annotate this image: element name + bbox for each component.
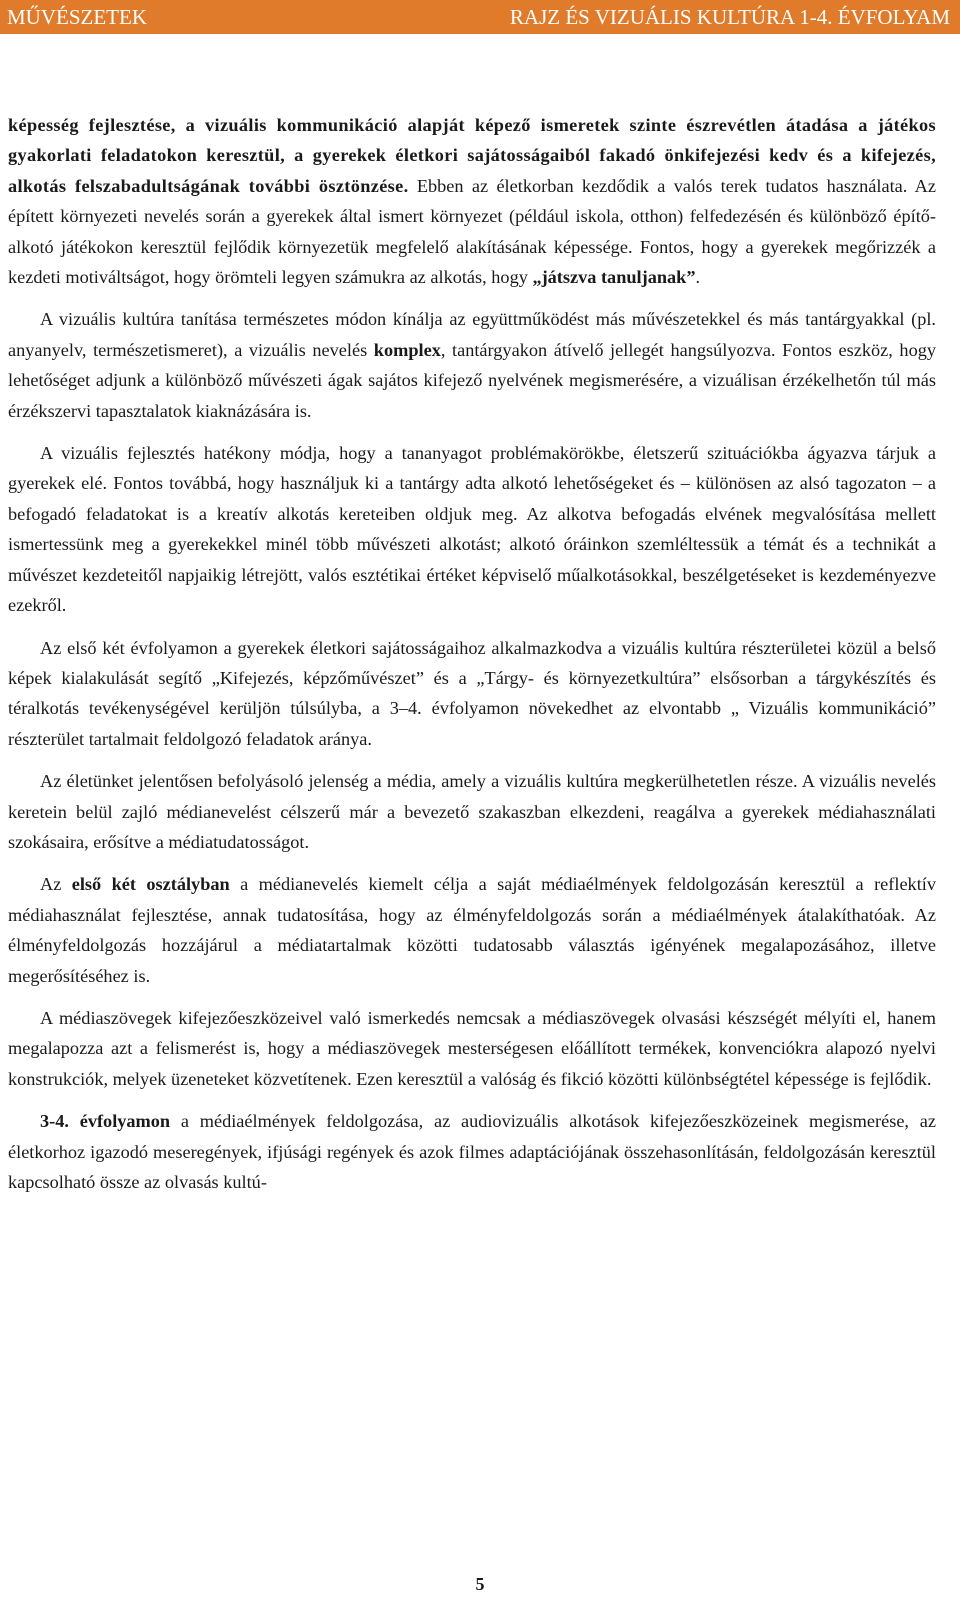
- paragraph-8-post: a médiaélmények feldolgozása, az audiovizuális alkotások kifejezőeszközeinek megismerése, az életkorhoz igazodó meseregények, ifjúsági regények és azok filmes adaptációjának összehasonlításán, feldolgozásán keresztül kapcsolható össze az olvasás kultú-: [8, 1111, 937, 1192]
- header-course-title: RAJZ ÉS VIZUÁLIS KULTÚRA 1-4. ÉVFOLYAM: [509, 5, 950, 29]
- paragraph-5: Az életünket jelentősen befolyásoló jelenség a média, amely a vizuális kultúra megkerülhetetlen része. A vizuális nevelés keretein belül zajló médianevelést célszerű már a bevezető szakaszban elkezdeni, reagálva a gyerekek médiahasználati szokásaira, erősítve a médiatudatosságot.: [8, 771, 936, 852]
- paragraph-2-bold: komplex: [373, 339, 441, 360]
- paragraph-1: [8, 110, 936, 292]
- paragraph-1-text: Ebben az életkorban kezdődik a valós terek tudatos használata. Az épített környezeti nevelés során a gyerekek által ismert környezet (például iskola, otthon) felfedezésén és különböző építő-alkotó játékokon keresztül fejlődik környezetük megfelelő alakításának képessége. Fontos, hogy a gyerekek megőrizzék a kezdeti motiváltságot, hogy örömteli legyen számukra az alkotás, hogy: [8, 175, 936, 288]
- paragraph-6-pre: Az: [40, 874, 72, 895]
- paragraph-2-post: , tantárgyakon átívelő jellegét hangsúlyozva. Fontos eszköz, hogy lehetőséget adjunk a különböző művészeti ágak sajátos kifejező nyelvének megismerésére, a vizuálisan érzékelhetőn túl más érzékszervi tapasztalatok kiaknázására is.: [8, 339, 936, 421]
- paragraph-4: Az első két évfolyamon a gyerekek életkori sajátosságaihoz alkalmazkodva a vizuális kultúra részterületei közül a belső képek kialakulását segítő „Kifejezés, képzőművészet” és a „Tárgy- és környezetkultúra” elsősorban a tárgykészítés és téralkotás tevékenységével kerüljön túlsúlyba, a 3–4. évfolyamon növekedhet az elvontabb „ Vizuális kommunikáció” részterület tartalmait feldolgozó feladatok aránya.: [8, 637, 936, 749]
- paragraph-6-bold: első két osztályban: [71, 874, 230, 895]
- paragraph-6-post: a médianevelés kiemelt célja a saját médiaélmények feldolgozásán keresztül a reflektív médiahasználat fejlesztése, annak tudatosítása, hogy az élményfeldolgozás során a médiaélmények átalakíthatóak. Az élményfeldolgozás hozzájárul a médiatartalmak közötti tudatosabb választás igényének megalapozásához, illetve megerősítéséhez is.: [8, 874, 937, 986]
- page-number: 5: [475, 1574, 485, 1594]
- paragraph-1-emphasis: „játszva tanuljanak”: [532, 267, 696, 288]
- paragraph-2: [8, 304, 936, 426]
- paragraph-1-bold: képesség fejlesztése, a vizuális kommunikáció alapját képező ismeretek szinte észrevétlen átadása a játékos gyakorlati feladatokon keresztül, a gyerekek életkori sajátosságaiból fakadó önkifejezési kedv és a kifejezés, alkotás felszabadultságának további ösztönzése.: [8, 115, 936, 196]
- paragraph-3: A vizuális fejlesztés hatékony módja, hogy a tananyagot problémakörökbe, életszerű szituációkba ágyazva tárjuk a gyerekek elé. Fontos továbbá, hogy használjuk ki a tantárgy adta alkotó lehetőségeket és – különösen az alsó tagozaton – a befogadó feladatokat is a kreatív alkotás kereteiben oldjuk meg. Az alkotva befogadás elvének megvalósítása mellett ismertessünk meg a gyerekekkel minél több művészeti alkotást; alkotó óráinkon szemléltessük a témát és a technikát a művészet kezdeteitől napjaikig létrejött, valós esztétikai értéket képviselő műalkotásokkal, beszélgetéseket is kezdeményezve ezekről.: [8, 443, 936, 616]
- paragraph-7: A médiaszövegek kifejezőeszközeivel való ismerkedés nemcsak a médiaszövegek olvasási készségét mélyíti el, hanem megalapozza azt a felismerést is, hogy a médiaszövegek mesterségesen előállított termékek, konvenciókra alapozó nyelvi konstrukciók, melyek üzeneteket közvetítenek. Ezen keresztül a valóság és fikció közötti különbségtétel képessége is fejlődik.: [8, 1007, 936, 1089]
- page-header: [0, 0, 960, 34]
- paragraph-8: [8, 1106, 936, 1197]
- paragraph-2-pre: A vizuális kultúra tanítása természetes módon kínálja az együttműködést más művészetekkel és más tantárgyakkal (pl. anyanyelv, természetismeret), a vizuális nevelés: [8, 309, 936, 360]
- paragraph-1-end: .: [695, 267, 701, 288]
- header-subject: MŰVÉSZETEK: [7, 5, 147, 29]
- paragraph-6: [8, 869, 936, 991]
- paragraph-8-bold: 3-4. évfolyamon: [40, 1111, 171, 1132]
- document-body: [8, 110, 936, 1197]
